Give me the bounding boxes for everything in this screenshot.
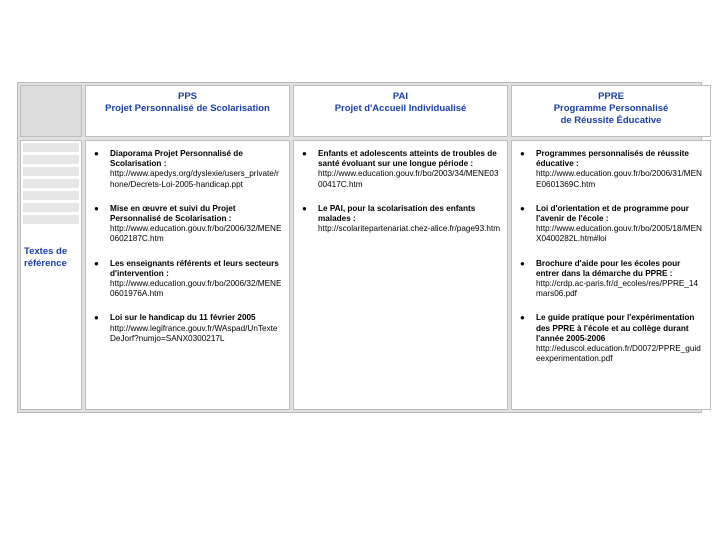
reference-title: Loi d'orientation et de programme pour l'avenir de l'école : (536, 203, 689, 224)
bullet-icon: ● (520, 258, 525, 268)
bullet-icon: ● (94, 149, 99, 158)
reference-title: Le PAI, pour la scolarisation des enfants malades : (318, 203, 476, 224)
list-item (520, 149, 704, 190)
bullet-icon: ● (94, 258, 99, 268)
header-pps-abbr: PPS (177, 91, 197, 102)
reference-table (17, 82, 702, 413)
reference-link[interactable]: http://www.education.gouv.fr/bo/2005/18/MENX0400282L.htm#loi (536, 224, 702, 244)
bullet-icon: ● (302, 203, 307, 213)
reference-title: Mise en œuvre et suivi du Projet Personnalisé de Scolarisation : (110, 203, 236, 224)
pai-references-cell (293, 140, 508, 410)
reference-title: Brochure d'aide pour les écoles pour entrer dans la démarche du PPRE : (536, 258, 681, 278)
reference-link[interactable]: http://www.legifrance.gouv.fr/WAspad/UnTexteDeJorf?numjo=SANX0300217L (110, 323, 278, 343)
header-ppre (511, 85, 711, 137)
pps-references-cell (85, 140, 290, 410)
reference-title: Enfants et adolescents atteints de troubles de santé évoluant sur une longue période : (318, 149, 497, 169)
header-pai-title: Projet d'Accueil Individualisé (334, 103, 467, 114)
row-label-cell (20, 140, 82, 410)
row-label-line2: référence (24, 258, 67, 269)
row-label-line1: Textes de (24, 246, 68, 257)
list-item (520, 259, 704, 300)
list-item (94, 259, 283, 300)
list-item (94, 313, 283, 344)
list-item (94, 149, 283, 190)
list-item (302, 204, 501, 235)
reference-link[interactable]: http://www.education.gouv.fr/bo/2006/32/MENE0601976A.htm (110, 279, 282, 299)
row-label (24, 246, 67, 270)
list-item (520, 204, 704, 245)
table-grid (18, 83, 701, 412)
list-item (302, 149, 501, 190)
reference-title: Les enseignants référents et leurs secteurs d'intervention : (110, 258, 279, 278)
bullet-icon: ● (520, 203, 525, 213)
reference-link[interactable]: http://www.education.gouv.fr/bo/2006/32/MENE0602187C.htm (110, 224, 282, 244)
reference-link[interactable]: http://crdp.ac-paris.fr/d_ecoles/res/PPRE_14mars06.pdf (536, 279, 699, 299)
bullet-icon: ● (520, 149, 525, 158)
header-pai-abbr: PAI (392, 91, 409, 102)
header-ppre-abbr: PPRE (598, 91, 624, 102)
reference-title: Programmes personnalisés de réussite éducative : (536, 149, 689, 169)
reference-title: Diaporama Projet Personnalisé de Scolarisation : (110, 149, 243, 169)
reference-title: Loi sur le handicap du 11 février 2005 (110, 313, 256, 323)
header-pai (293, 85, 508, 137)
bullet-icon: ● (94, 313, 99, 323)
row-label-stripes (23, 143, 79, 231)
header-pps-title: Projet Personnalisé de Scolarisation (105, 103, 270, 114)
reference-link[interactable]: http://www.education.gouv.fr/bo/2003/34/MENE0300417C.htm (318, 169, 499, 189)
reference-title: Le guide pratique pour l'expérimentation des PPRE à l'école et au collège durant l'année 2005-2006 (536, 313, 695, 343)
bullet-icon: ● (94, 203, 99, 213)
reference-link[interactable]: http://www.apedys.org/dyslexie/users_private/rhone/Decrets-Loi-2005-handicap.ppt (110, 169, 279, 189)
pps-reference-list (94, 149, 283, 344)
reference-link[interactable]: http://scolaritepartenariat.chez-alice.fr/page93.htm (318, 224, 501, 234)
reference-link[interactable]: http://www.education.gouv.fr/bo/2006/31/MENE0601369C.htm (536, 169, 702, 189)
bullet-icon: ● (302, 149, 307, 158)
header-ppre-title-line1: Programme Personnalisé (553, 103, 669, 114)
header-ppre-title-line2: de Réussite Éducative (560, 115, 662, 126)
ppre-reference-list (520, 149, 704, 364)
bullet-icon: ● (520, 313, 525, 323)
table-corner-cell (20, 85, 82, 137)
header-pps (85, 85, 290, 137)
pai-reference-list (302, 149, 501, 234)
list-item (520, 313, 704, 364)
list-item (94, 204, 283, 245)
ppre-references-cell (511, 140, 711, 410)
reference-link[interactable]: http://eduscol.education.fr/D0072/PPRE_guideexperimentation.pdf (536, 344, 701, 364)
